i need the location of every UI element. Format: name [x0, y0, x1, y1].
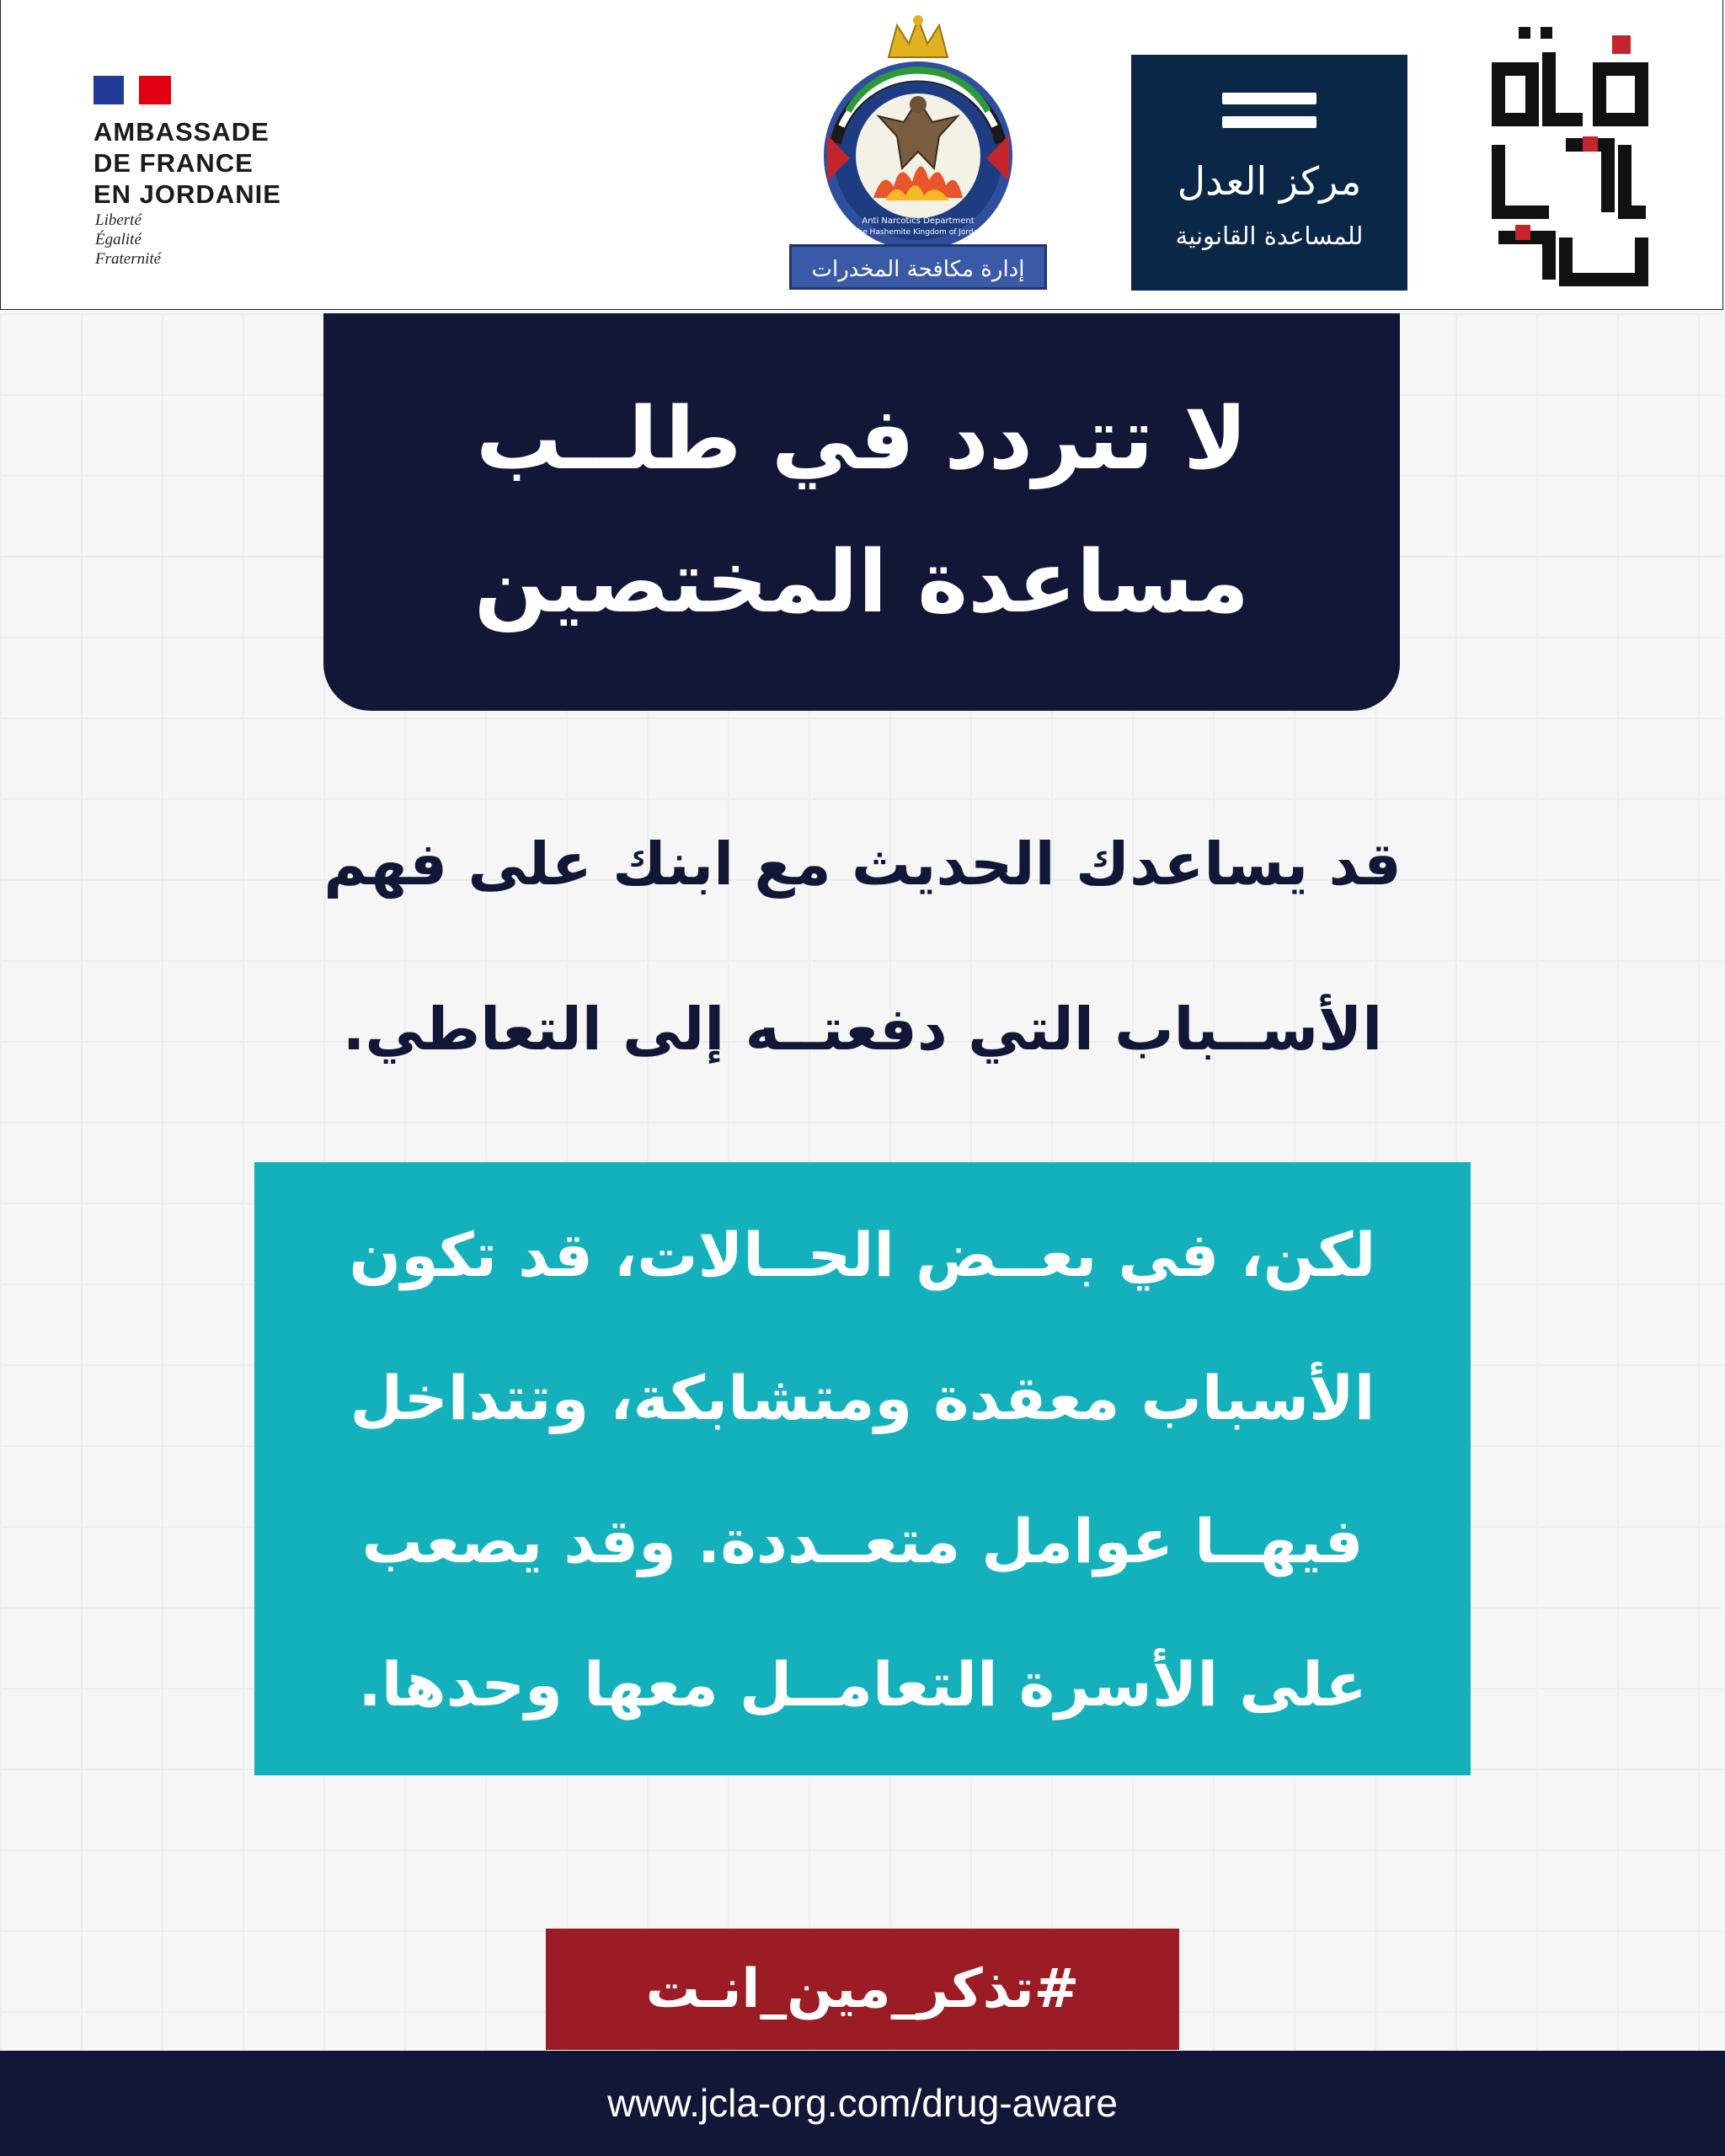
embassy-name-line: EN JORDANIE	[93, 179, 281, 209]
embassy-name-line: AMBASSADE	[93, 117, 270, 147]
intro-line-2: الأســباب التي دفعتــه إلى التعاطي.	[342, 995, 1383, 1064]
motto-line: Fraternité	[95, 250, 162, 268]
title-line-2: مساعدة المختصين	[473, 532, 1250, 632]
seal-text-kingdom: The Hashemite Kingdom of Jordan	[853, 228, 983, 237]
seal-text-en: Anti Narcotics Department	[862, 216, 975, 226]
motto-line: Égalité	[95, 231, 142, 248]
adl-subtitle: للمساعدة القانونية	[1175, 221, 1364, 250]
campaign-hashtag: #تذكر_مين_انـت	[546, 1929, 1179, 2050]
highlight-box	[254, 1162, 1471, 1775]
anti-narcotics-label: إدارة مكافحة المخدرات	[789, 244, 1047, 290]
embassy-name-line: DE FRANCE	[93, 148, 254, 178]
remember-who-you-are-logo-icon	[1482, 19, 1658, 291]
equals-icon	[1222, 93, 1316, 135]
header-logos	[0, 0, 1723, 310]
republic-motto	[95, 211, 161, 269]
footer-url[interactable]: www.jcla-org.com/drug-aware	[607, 2081, 1118, 2125]
french-flag-icon	[93, 76, 171, 104]
intro-line-1: قد يساعدك الحديث مع ابنك على فهم	[323, 830, 1402, 899]
title-line-1: لا تتردد في طلــب	[476, 389, 1247, 489]
footer-bar	[0, 2051, 1725, 2156]
french-embassy-logo	[93, 76, 312, 278]
adl-logo	[1131, 55, 1407, 291]
adl-title: مركز العدل	[1177, 158, 1362, 204]
highlight-line-3: فيهــا عوامل متعــددة. وقد يصعب	[361, 1506, 1364, 1577]
highlight-line-2: الأسباب معقدة ومتشابكة، وتتداخل	[350, 1363, 1375, 1433]
embassy-name	[93, 116, 281, 210]
highlight-line-4: على الأسرة التعامــل معها وحدها.	[358, 1649, 1367, 1720]
motto-line: Liberté	[95, 211, 142, 229]
highlight-line-1: لكن، في بعــض الحــالات، قد تكون	[349, 1219, 1376, 1290]
title-banner	[323, 313, 1400, 711]
